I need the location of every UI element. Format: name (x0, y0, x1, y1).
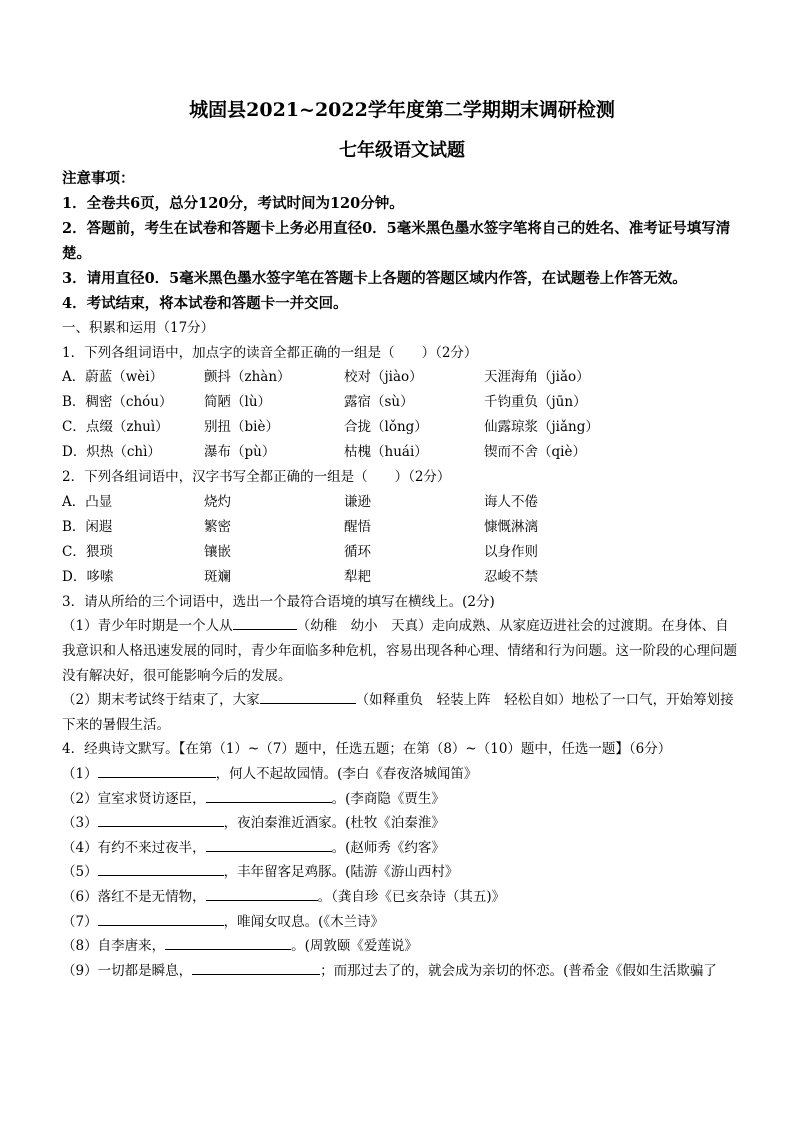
q4-item (62, 959, 742, 984)
q4-item (62, 836, 742, 861)
q2-option-cell: 慷慨淋漓 (484, 518, 538, 535)
q1-option-cell: 颤抖（zhàn） (204, 369, 291, 386)
q4-item-pre: （6）落红不是无情物， (62, 888, 206, 905)
q2-option-cell: D．哆嗦 (62, 568, 114, 585)
q2-option-cell: C．猥琐 (62, 543, 113, 560)
notice-item: 1．全卷共6页，总分120分，考试时间为120分钟。 (62, 195, 404, 212)
q2-option-cell: 烧灼 (204, 493, 231, 510)
q2-option-cell: 忍峻不禁 (484, 568, 538, 585)
answer-blank[interactable] (206, 788, 332, 803)
q4-item-post: ，唯闻女叹息。(《木兰诗》 (223, 913, 385, 930)
q4-item-pre: （4）有约不来过夜半， (62, 839, 206, 856)
q1-option-cell: 千钧重负（jūn） (484, 394, 587, 411)
q1-option-cell: 枯槐（huái） (344, 444, 428, 461)
q4-item-pre: （2）宣室求贤访逐臣， (62, 790, 206, 807)
answer-blank[interactable] (98, 812, 224, 827)
q4-item-post: 。(李商隐《贾生》 (331, 790, 445, 807)
q3-stem: 3．请从所给的三个词语中，选出一个最符合语境的填写在横线上。(2分) (62, 593, 495, 610)
q4-stem: 4．经典诗文默写。【在第（1）~（7）题中，任选五题；在第（8）~（10）题中，任选一题】（6分） (62, 741, 672, 758)
answer-blank[interactable] (206, 886, 318, 901)
q4-item (62, 787, 742, 812)
q4-item-post: ，何人不起故园情。(李白《春夜洛城闻笛》 (215, 765, 478, 782)
q1-options (62, 365, 742, 465)
q2-option-cell: 循环 (344, 543, 371, 560)
q1-stem: 1．下列各组词语中，加点字的读音全都正确的一组是（ ）（2分） (62, 344, 478, 361)
q4-item (62, 762, 742, 787)
q2-option-cell: A．凸显 (62, 493, 113, 510)
q1-option-cell: 天涯海角（jiǎo） (484, 369, 590, 386)
q2-option-cell: 犁耙 (344, 568, 371, 585)
q1-option-cell: A．蔚蓝（wèi） (62, 369, 164, 386)
q2-option-cell: 以身作则 (484, 543, 538, 560)
q4-item-pre: （1） (62, 765, 98, 782)
q3-part1-rest: （幼稚 幼小 天真）走向成熟、从家庭迈进社会的过渡期。在身体、自我意识和人格迅速发展的同时，青少年面临多种危机，容易出现各种心理、情绪和行为问题。这一阶段的心理问题没有解决好，很可能影响今后的发展。 (62, 618, 737, 684)
q4-item-post: ，丰年留客足鸡豚。(陆游《游山西村》 (223, 864, 459, 881)
answer-blank[interactable] (260, 689, 356, 704)
q4-item (62, 934, 742, 959)
q2-option-cell: B．闲遐 (62, 518, 113, 535)
q2-option-cell: 谦逊 (344, 493, 371, 510)
notice-item: 2．答题前，考生在试卷和答题卡上务必用直径0．5毫米黑色墨水签字笔将自己的姓名、准考证号填写清楚。 (62, 220, 731, 262)
q3-part1-lead: （1）青少年时期是一个人从 (62, 618, 233, 635)
answer-blank[interactable] (233, 615, 297, 630)
answer-blank[interactable] (206, 837, 332, 852)
q1-option-cell: 锲而不舍（qiè） (484, 444, 586, 461)
q1-option-cell: 露宿（sù） (344, 394, 414, 411)
q4-item-post: 。(赵师秀《约客》 (331, 839, 445, 856)
q2-option-cell: 斑斓 (204, 568, 231, 585)
page-title: 城固县2021~2022学年度第二学期期末调研检测 (189, 99, 615, 121)
q3-part2 (62, 688, 742, 737)
q1-option-cell: 简陋（lù） (204, 394, 272, 411)
q1-option-cell: B．稠密（chóu） (62, 394, 173, 411)
q2-option-cell: 诲人不倦 (484, 493, 538, 510)
q4-item (62, 885, 742, 910)
q4-item-pre: （3） (62, 815, 98, 832)
q4-item-pre: （7） (62, 913, 98, 930)
q4-item (62, 811, 742, 836)
q1-option-cell: 别扭（biè） (204, 419, 279, 436)
q3-part2-rest: （如释重负 轻装上阵 轻松自如）地松了一口气，开始筹划接下来的暑假生活。 (62, 692, 734, 733)
q2-option-cell: 镶嵌 (204, 543, 231, 560)
answer-blank[interactable] (98, 763, 216, 778)
notice-item: 4．考试结束，将本试卷和答题卡一并交回。 (62, 295, 348, 312)
answer-blank[interactable] (192, 960, 320, 975)
q1-option-cell: C．点缀（zhuì） (62, 419, 169, 436)
q2-options (62, 490, 742, 590)
notice-item: 3．请用直径0．5毫米黑色墨水签字笔在答题卡上各题的答题区域内作答，在试题卷上作答无效。 (62, 270, 687, 287)
q4-item (62, 860, 742, 885)
q1-option-cell: 仙露琼浆（jiǎng） (484, 419, 599, 436)
exam-page (62, 96, 742, 983)
q3-part1 (62, 614, 742, 688)
answer-blank[interactable] (98, 861, 224, 876)
q2-stem: 2．下列各组词语中，汉字书写全都正确的一组是（ ）（2分） (62, 469, 451, 486)
page-subtitle: 七年级语文试题 (339, 140, 465, 161)
q1-option-cell: 校对（jiào） (344, 369, 423, 386)
q2-option-cell: 繁密 (204, 518, 231, 535)
q4-item (62, 910, 742, 935)
q1-option-cell: 瀑布（pù） (204, 444, 276, 461)
answer-blank[interactable] (98, 911, 224, 926)
q4-item-pre: （9）一切都是瞬息， (62, 962, 193, 979)
q4-item-post: 。(周敦颐《爱莲说》 (291, 938, 418, 955)
q4-item-post: ，夜泊秦淮近酒家。(杜牧《泊秦淮》 (223, 815, 445, 832)
answer-blank[interactable] (165, 935, 291, 950)
q1-option-cell: D．炽热（chì） (62, 444, 161, 461)
section-heading: 一、积累和运用（17分） (62, 320, 215, 336)
notice-heading: 注意事项： (62, 170, 135, 187)
q4-item-pre: （8）自李唐来， (62, 938, 166, 955)
q3-part2-lead: （2）期末考试终于结束了，大家 (62, 692, 260, 709)
q4-item-pre: （5） (62, 864, 98, 881)
q2-option-cell: 醒悟 (344, 518, 371, 535)
q1-option-cell: 合拢（lǒng） (344, 419, 428, 436)
q4-item-post: ；而那过去了的，就会成为亲切的怀恋。(普希金《假如生活欺骗了 (320, 962, 717, 979)
q4-item-post: 。（龚自珍《已亥杂诗（其五)》 (317, 888, 506, 905)
